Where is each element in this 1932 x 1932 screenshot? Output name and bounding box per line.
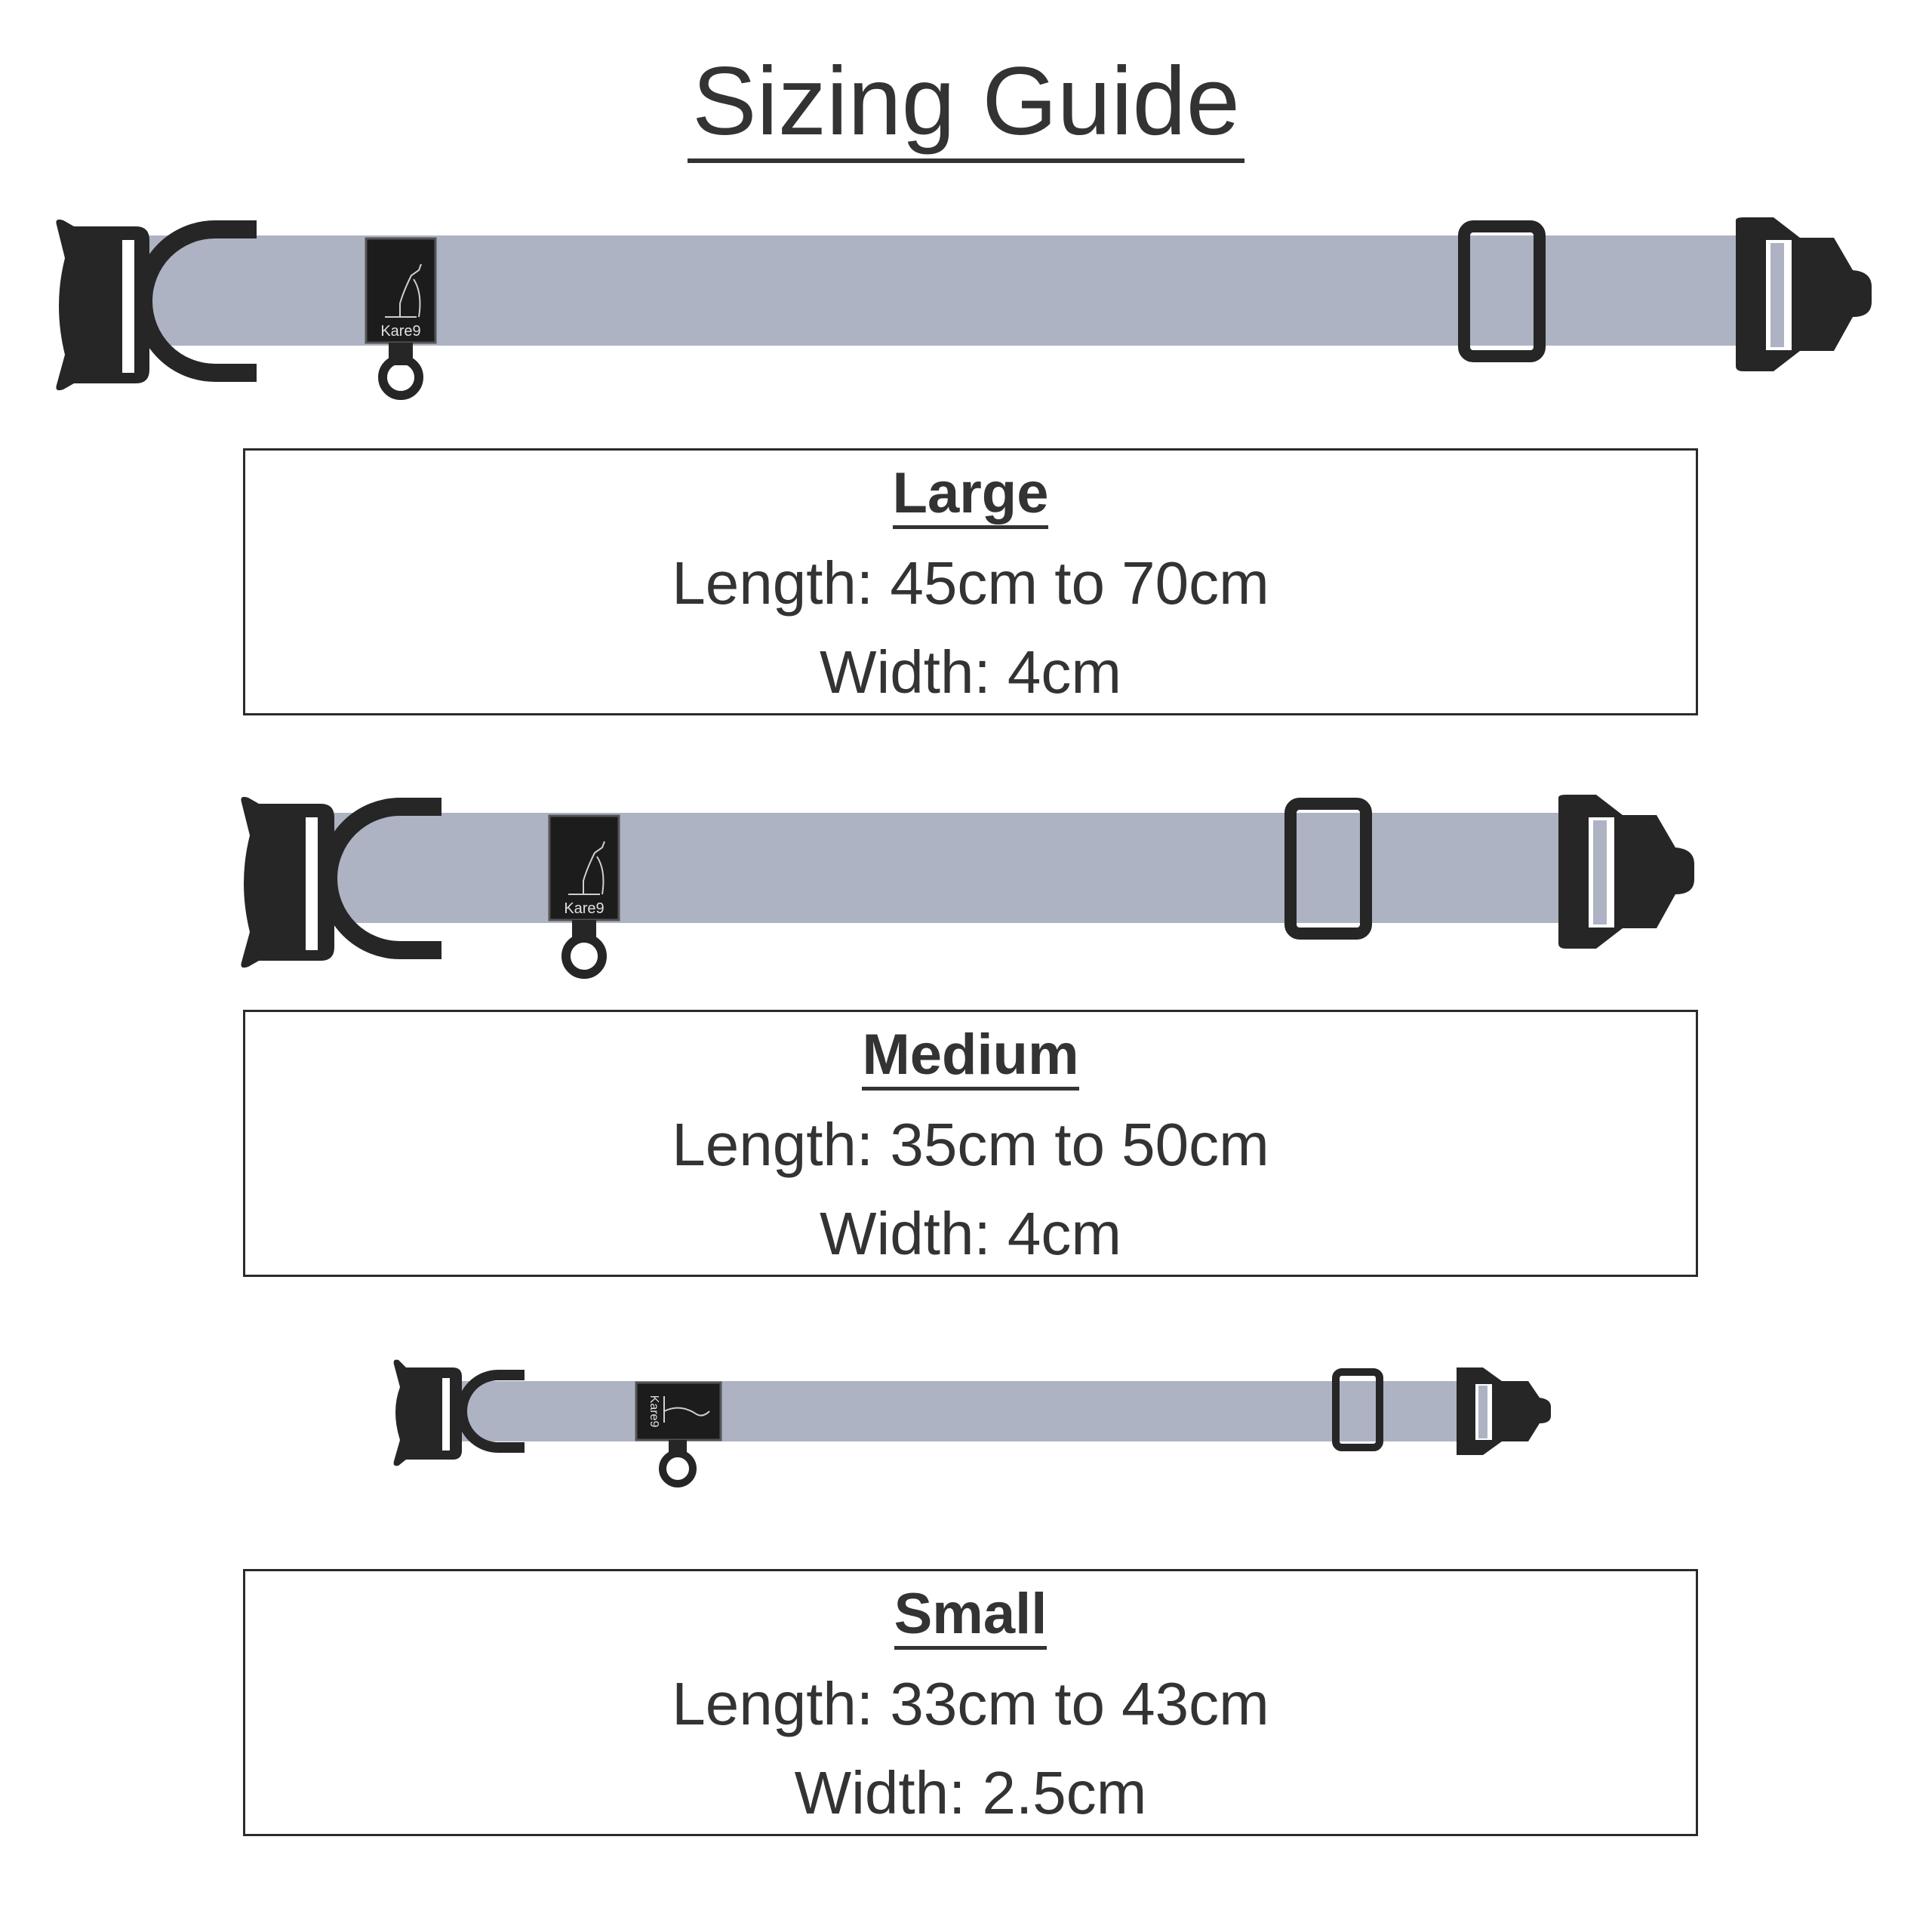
- buckle-female: [241, 797, 334, 968]
- size-width: Width: 2.5cm: [794, 1759, 1147, 1826]
- page-title-text: Sizing Guide: [688, 45, 1244, 163]
- brand-tag-label: Kare9: [648, 1395, 660, 1428]
- size-length: Length: 45cm to 70cm: [672, 549, 1269, 617]
- size-box-large: [243, 448, 1698, 715]
- buckle-male: [1736, 217, 1872, 371]
- size-name: Medium: [245, 1021, 1696, 1089]
- brand-tag-label: Kare9: [564, 900, 605, 917]
- size-length: Length: 35cm to 50cm: [672, 1111, 1269, 1178]
- collar-strap: [445, 1381, 1479, 1441]
- page-title: [0, 45, 1932, 163]
- tag-ring: [663, 1454, 693, 1484]
- size-box-medium: [243, 1010, 1698, 1277]
- collar-illustration-large: [0, 204, 1932, 408]
- size-width: Width: 4cm: [819, 1200, 1122, 1267]
- tag-ring: [566, 938, 602, 974]
- brand-tag-label: Kare9: [380, 323, 421, 340]
- collar-strap: [309, 813, 1577, 923]
- size-length: Length: 33cm to 43cm: [672, 1670, 1269, 1737]
- buckle-female: [394, 1360, 462, 1466]
- buckle-male: [1558, 795, 1694, 949]
- size-width: Width: 4cm: [819, 638, 1122, 706]
- collar-illustration-small: [0, 1351, 1932, 1502]
- size-name: Large: [245, 460, 1696, 528]
- collar-illustration-medium: [0, 781, 1932, 989]
- size-name: Small: [245, 1580, 1696, 1648]
- buckle-male: [1457, 1367, 1551, 1455]
- size-box-small: [243, 1569, 1698, 1836]
- buckle-female: [56, 220, 149, 390]
